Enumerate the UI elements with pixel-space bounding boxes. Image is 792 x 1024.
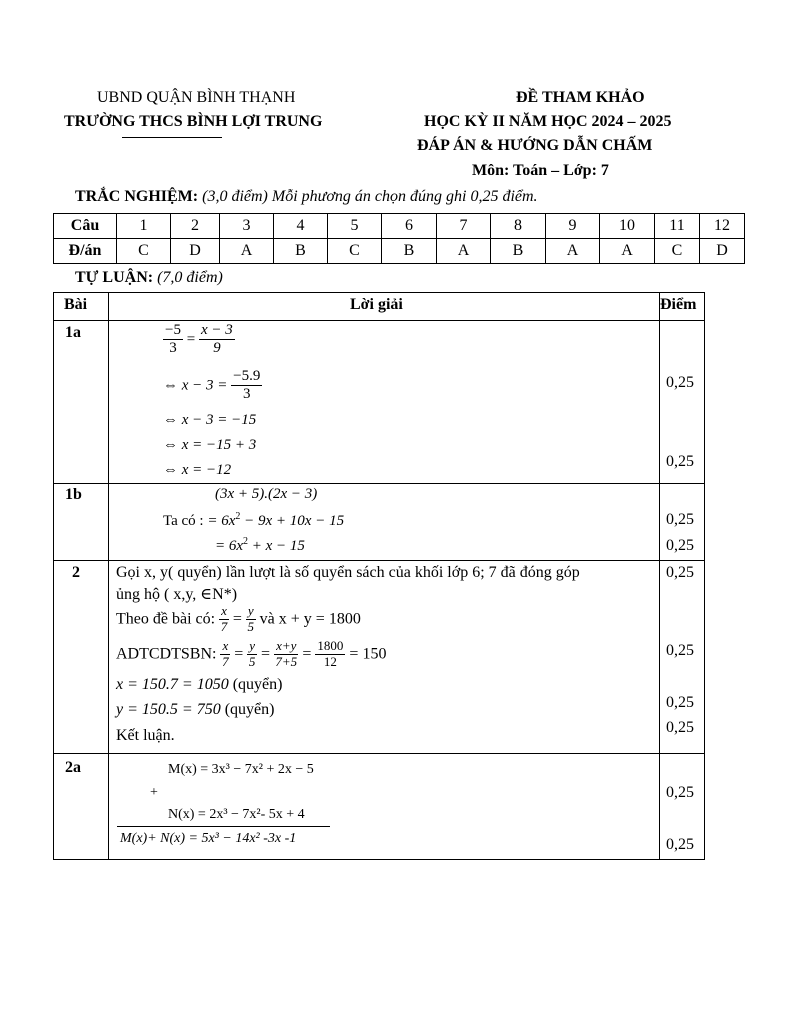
row-divider bbox=[54, 320, 704, 321]
fraction: $\frac{-5}{3}$ bbox=[165, 322, 181, 357]
problem-2-line2: ủng hộ ( x,y, ∈N*) bbox=[116, 586, 238, 603]
score: 0,25 bbox=[666, 374, 694, 391]
col-divider bbox=[108, 293, 109, 859]
row-label-2: 2 bbox=[72, 564, 80, 581]
score: 0,25 bbox=[666, 694, 694, 711]
equation-1a-step3: ⇔ x − 3 = −15 bbox=[163, 412, 257, 428]
answer-letter: B bbox=[382, 239, 437, 264]
score: 0,25 bbox=[666, 719, 694, 736]
equation-1a-step4: ⇔ x = −15 + 3 bbox=[163, 437, 257, 453]
doc-type: ĐỀ THAM KHẢO bbox=[516, 89, 645, 106]
col-divider bbox=[659, 293, 660, 859]
expansion-1b-line1: Ta có : = $6x^2 - 9x + 10x - 15$ bbox=[163, 511, 345, 529]
question-number: 6 bbox=[382, 214, 437, 239]
row-label-1b: 1b bbox=[65, 486, 82, 503]
question-number: 9 bbox=[546, 214, 600, 239]
school-name: TRƯỜNG THCS BÌNH LỢI TRUNG bbox=[64, 113, 323, 130]
fraction: $\frac{y}{5}$ bbox=[247, 603, 255, 634]
essay-title: TỰ LUẬN: bbox=[75, 269, 154, 286]
score: 0,25 bbox=[666, 537, 694, 554]
answer-key-table bbox=[53, 213, 745, 264]
question-number: 4 bbox=[274, 214, 328, 239]
row-label-dap-an: Đ/án bbox=[54, 239, 117, 264]
problem-2-line3: Theo đề bài có: $\frac{x}{7}$ = $\frac{y}{5}$ và x + y = 1800 bbox=[116, 603, 361, 634]
row-label-2a: 2a bbox=[65, 759, 81, 776]
mc-title: TRẮC NGHIỆM: bbox=[75, 188, 199, 205]
row-label-1a: 1a bbox=[65, 324, 81, 341]
score: 0,25 bbox=[666, 511, 694, 528]
sum-rule bbox=[117, 826, 330, 827]
row-divider bbox=[54, 483, 704, 484]
answer-letter: C bbox=[328, 239, 382, 264]
expression-1b: (3x + 5).(2x − 3) bbox=[215, 486, 318, 502]
row-divider bbox=[54, 753, 704, 754]
score: 0,25 bbox=[666, 564, 694, 581]
problem-2-line6: y = 150.5 = 750 (quyển) bbox=[116, 701, 275, 718]
department-name: UBND QUẬN BÌNH THẠNH bbox=[97, 89, 296, 106]
row-divider bbox=[54, 560, 704, 561]
question-number: 3 bbox=[220, 214, 274, 239]
question-number: 1 bbox=[117, 214, 171, 239]
answer-letter: C bbox=[117, 239, 171, 264]
problem-2-line5: x = 150.7 = 1050 (quyển) bbox=[116, 676, 283, 693]
question-number: 8 bbox=[491, 214, 546, 239]
question-number: 5 bbox=[328, 214, 382, 239]
problem-2-line4: ADTCDTSBN: $\frac{x}{7}$ = $\frac{y}{5}$ = $\frac{x+y}{7+5}$ = $\frac{1800}{12}$ = 150 bbox=[116, 638, 387, 669]
polynomial-n: N(x) = 2x³ − 7x²- 5x + 4 bbox=[168, 807, 305, 822]
essay-heading bbox=[75, 269, 223, 287]
expansion-1b-line2: = $6x^2 + x - 15$ bbox=[215, 536, 305, 554]
fraction: $\frac{-5.9}{3}$ bbox=[233, 368, 261, 403]
fraction: $\frac{x+y}{7+5}$ bbox=[275, 638, 298, 669]
fraction: $\frac{y}{5}$ bbox=[248, 638, 256, 669]
answer-letter: A bbox=[437, 239, 491, 264]
equation-1a-step5: ⇔ x = −12 bbox=[163, 462, 232, 478]
polynomial-m: M(x) = 3x³ − 7x² + 2x − 5 bbox=[168, 762, 314, 777]
col-header-diem: Điểm bbox=[660, 296, 697, 313]
header-divider bbox=[122, 137, 222, 138]
fraction: $\frac{x - 3}{9}$ bbox=[200, 322, 233, 357]
answer-key-row-questions bbox=[54, 214, 745, 239]
question-number: 10 bbox=[600, 214, 655, 239]
fraction: $\frac{x}{7}$ bbox=[220, 603, 228, 634]
answer-letter: C bbox=[655, 239, 700, 264]
score: 0,25 bbox=[666, 836, 694, 853]
answer-letter: A bbox=[220, 239, 274, 264]
question-number: 2 bbox=[171, 214, 220, 239]
col-header-bai: Bài bbox=[64, 296, 88, 313]
answer-letter: A bbox=[600, 239, 655, 264]
problem-2-line1: Gọi x, y( quyển) lần lượt là số quyển sách của khối lớp 6; 7 đã đóng góp bbox=[116, 564, 580, 581]
mc-heading bbox=[75, 188, 538, 206]
question-number: 7 bbox=[437, 214, 491, 239]
score: 0,25 bbox=[666, 784, 694, 801]
question-number: 11 bbox=[655, 214, 700, 239]
question-number: 12 bbox=[700, 214, 745, 239]
equation-1a-given: $\frac{-5}{3}$ = $\frac{x - 3}{9}$ bbox=[165, 322, 233, 357]
subject-grade: Môn: Toán – Lớp: 7 bbox=[472, 162, 609, 179]
row-label-cau: Câu bbox=[54, 214, 117, 239]
answer-letter: B bbox=[491, 239, 546, 264]
fraction: $\frac{1800}{12}$ bbox=[317, 638, 344, 669]
mc-note: (3,0 điểm) Mỗi phương án chọn đúng ghi 0,25 điểm. bbox=[202, 188, 538, 205]
answer-letter: D bbox=[171, 239, 220, 264]
equation-1a-step2: ⇔ x − 3 = $\frac{-5.9}{3}$ bbox=[163, 368, 261, 403]
score: 0,25 bbox=[666, 642, 694, 659]
fraction: $\frac{x}{7}$ bbox=[222, 638, 229, 669]
polynomial-sum: M(x)+ N(x) = 5x³ − 14x² -3x -1 bbox=[120, 831, 297, 846]
problem-2-conclusion: Kết luận. bbox=[116, 727, 175, 744]
essay-note: (7,0 điểm) bbox=[157, 269, 223, 286]
doc-subtitle: ĐÁP ÁN & HƯỚNG DẪN CHẤM bbox=[417, 137, 653, 154]
term-year: HỌC KỲ II NĂM HỌC 2024 – 2025 bbox=[424, 113, 672, 130]
score: 0,25 bbox=[666, 453, 694, 470]
plus-sign: + bbox=[150, 785, 158, 800]
answer-key-row-answers bbox=[54, 239, 745, 264]
answer-letter: B bbox=[274, 239, 328, 264]
answer-letter: A bbox=[546, 239, 600, 264]
col-header-loi-giai: Lời giải bbox=[350, 296, 403, 313]
answer-letter: D bbox=[700, 239, 745, 264]
